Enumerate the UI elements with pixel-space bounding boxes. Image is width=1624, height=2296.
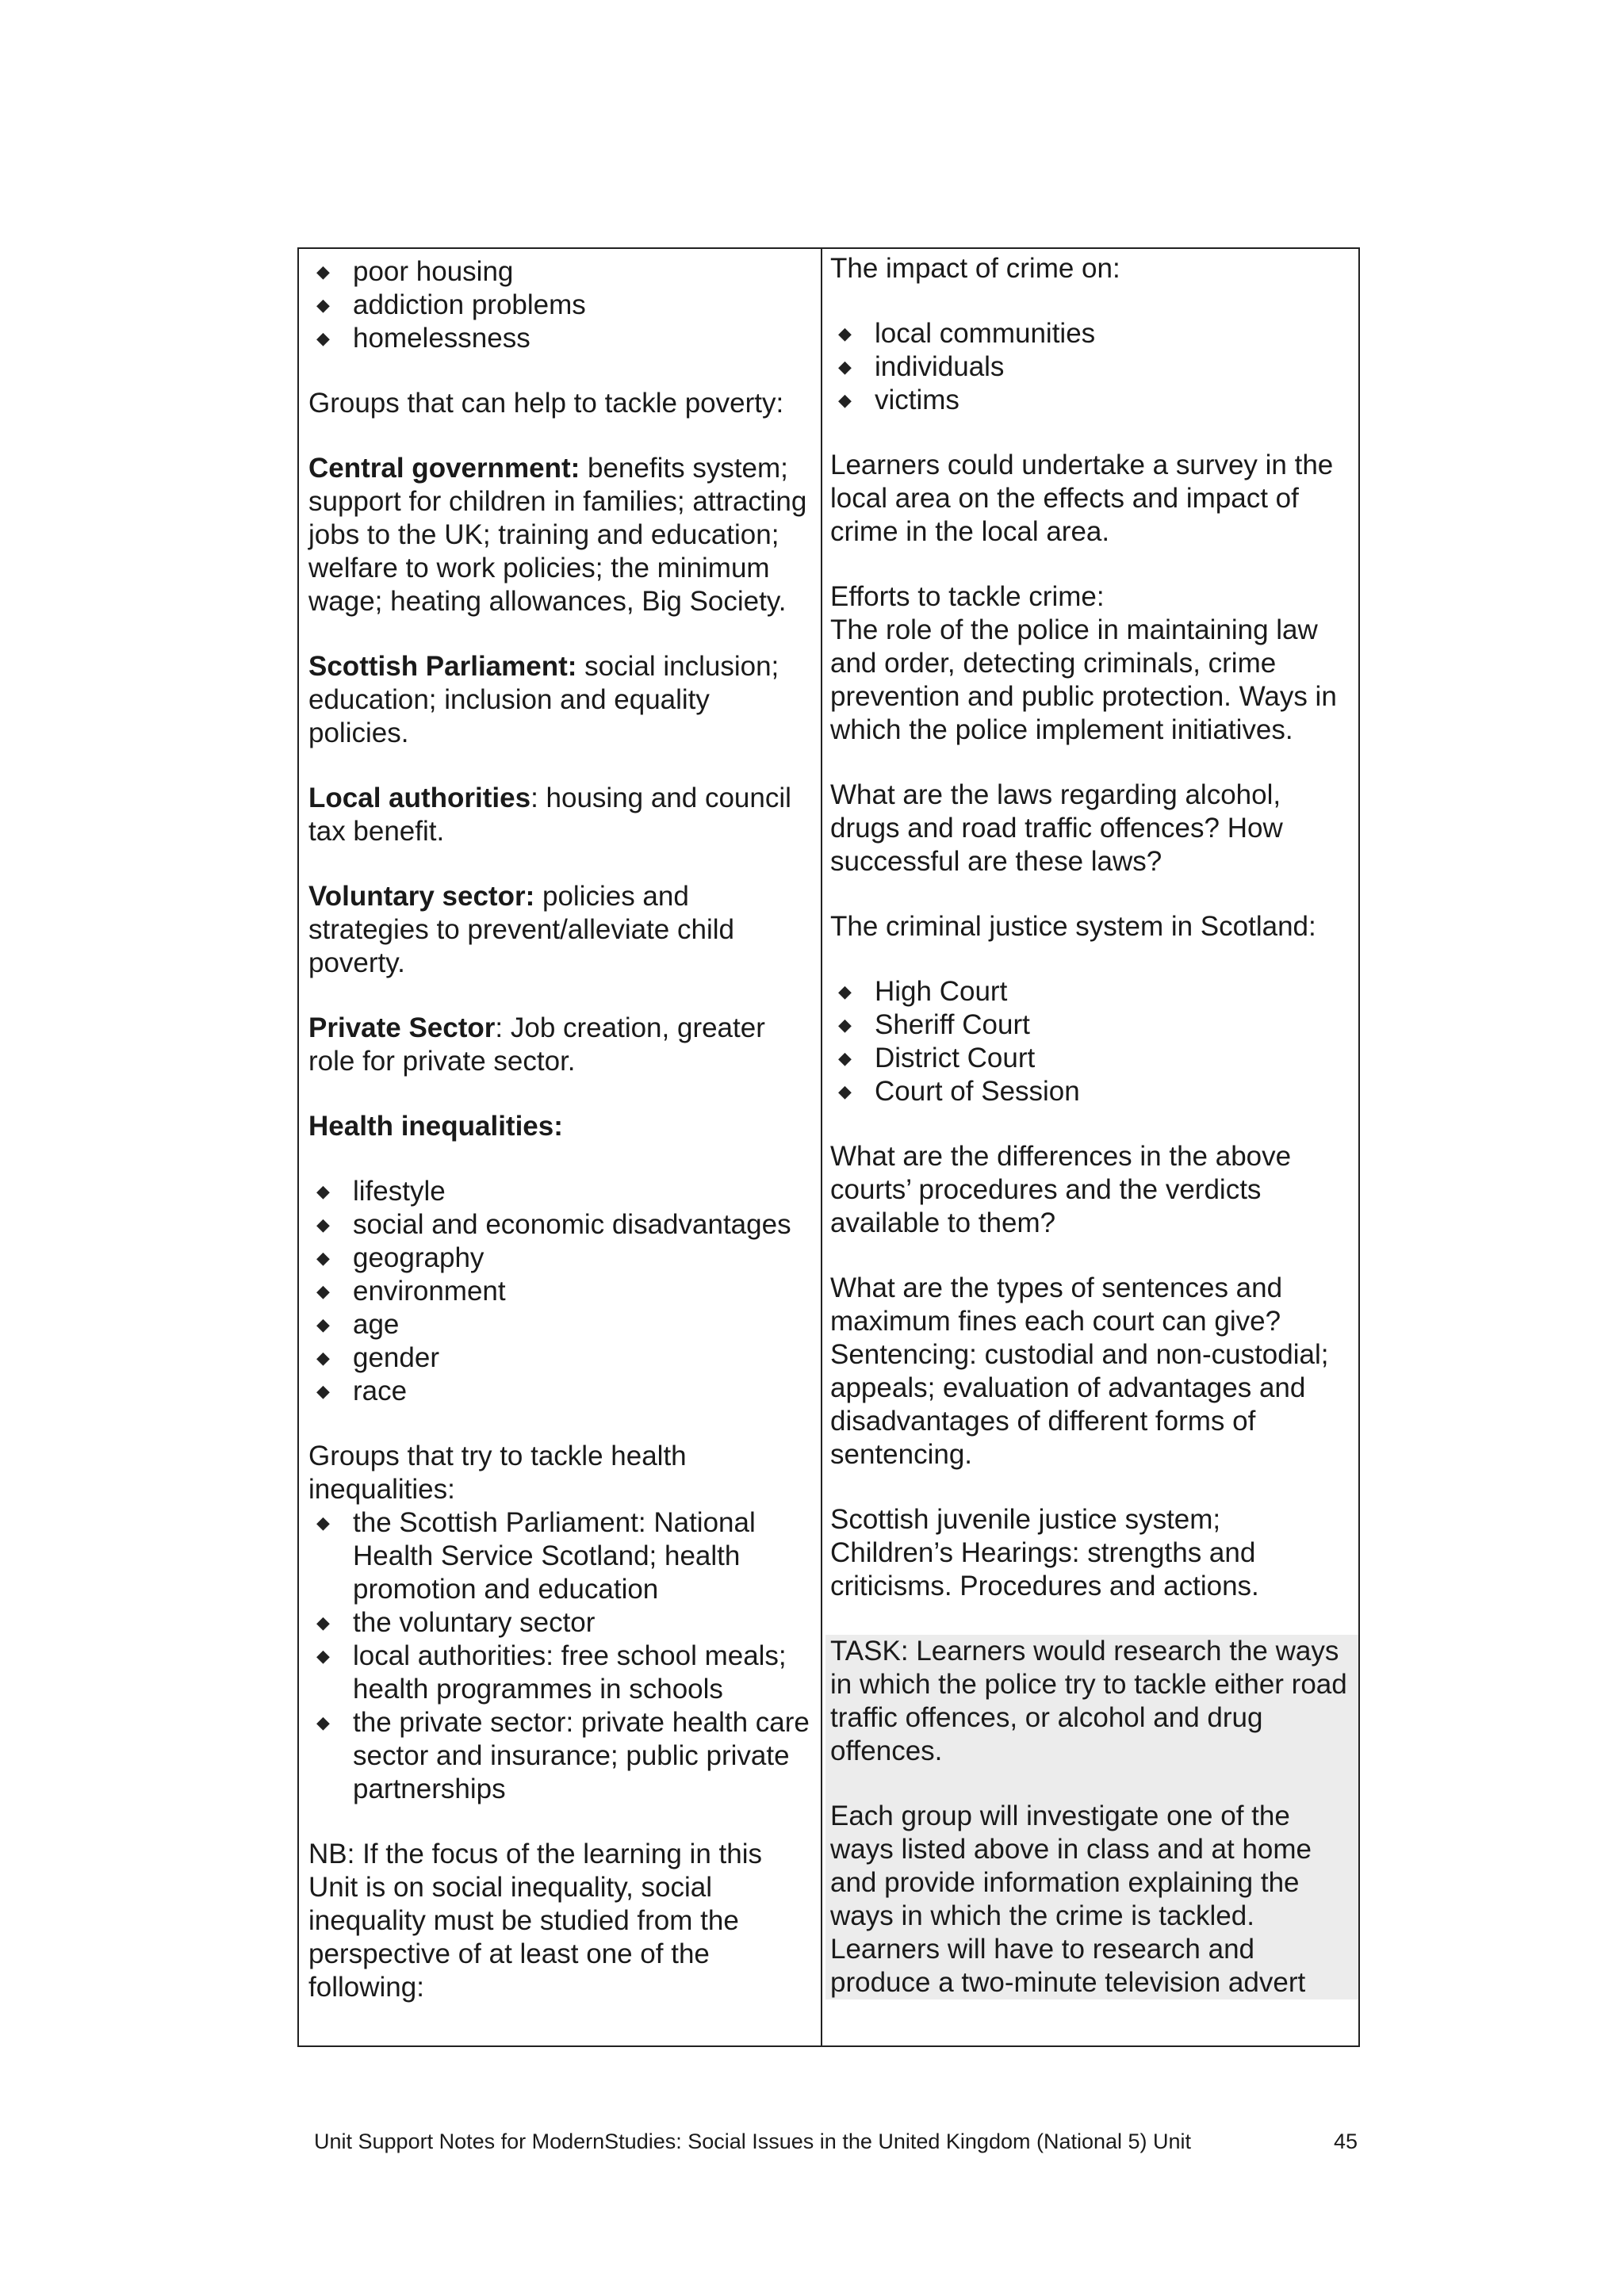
group-paragraph: Each group will investigate one of the ways listed above in class and at home and provide information explaining the ways in which the crime is tackled. Learners will have to research and produce a two-minute television advert xyxy=(830,1800,1312,1998)
list-item: ◆ local communities xyxy=(830,317,1349,350)
central-government-heading: Central government: xyxy=(308,453,580,484)
laws-paragraph: What are the laws regarding alcohol, drugs and road traffic offences? How successful are these laws? xyxy=(830,779,1283,877)
impact-intro: The impact of crime on: xyxy=(830,253,1120,284)
nb-paragraph: NB: If the focus of the learning in this Unit is on social inequality, social inequality must be studied from the perspective of at least one of the following: xyxy=(308,1839,762,2003)
groups-health-intro: Groups that try to tackle health inequalities: xyxy=(308,1441,687,1505)
list-item: ◆ victims xyxy=(830,384,1349,417)
efforts-paragraph: The role of the police in maintaining law and order, detecting criminals, crime prevention and public protection. Ways in which the police implement initiatives. xyxy=(830,614,1337,745)
sentences-paragraph: What are the types of sentences and maximum fines each court can give? Sentencing: custodial and non-custodial; appeals; evaluation of advantages and disadvantages of different forms of sentencing. xyxy=(830,1272,1329,1470)
list-item: ◆ lifestyle xyxy=(308,1175,810,1208)
footer-text: Unit Support Notes for ModernStudies: Social Issues in the United Kingdom (National 5) Unit xyxy=(314,2130,1192,2153)
criminal-justice-intro: The criminal justice system in Scotland: xyxy=(830,911,1316,942)
top-bullet-list xyxy=(308,255,810,355)
scottish-parliament-paragraph xyxy=(308,650,810,750)
left-column xyxy=(299,249,822,2045)
health-bullet-list xyxy=(308,1175,810,1408)
impact-bullet-list xyxy=(830,317,1349,417)
groups-poverty-intro: Groups that can help to tackle poverty: xyxy=(308,388,784,419)
voluntary-sector-paragraph xyxy=(308,880,810,980)
groups-health-list xyxy=(308,1506,810,1806)
list-item: ◆ local authorities: free school meals; health programmes in schools xyxy=(308,1640,810,1706)
voluntary-sector-text: policies and strategies to prevent/alleviate child poverty. xyxy=(308,881,734,978)
task-paragraph: TASK: Learners would research the ways in which the police try to tackle either road traffic offences, or alcohol and drug offences. xyxy=(830,1636,1347,1766)
scottish-parliament-text: social inclusion; education; inclusion and equality policies. xyxy=(308,651,779,748)
local-authorities-heading: Local authorities xyxy=(308,783,531,813)
list-item: ◆ age xyxy=(308,1308,810,1341)
list-item: ◆ poor housing xyxy=(308,255,810,289)
private-sector-paragraph xyxy=(308,1012,810,1078)
list-item: ◆ individuals xyxy=(830,350,1349,384)
list-item: ◆ the Scottish Parliament: National Health Service Scotland; health promotion and education xyxy=(308,1506,810,1606)
differences-paragraph: What are the differences in the above courts’ procedures and the verdicts available to them? xyxy=(830,1141,1292,1238)
voluntary-sector-heading: Voluntary sector: xyxy=(308,881,535,912)
list-item: ◆ High Court xyxy=(830,975,1349,1008)
efforts-heading: Efforts to tackle crime: xyxy=(830,581,1105,612)
list-item: ◆ geography xyxy=(308,1242,810,1275)
list-item: ◆ the voluntary sector xyxy=(308,1606,810,1640)
list-item: ◆ Sheriff Court xyxy=(830,1008,1349,1042)
courts-list xyxy=(830,975,1349,1108)
list-item: ◆ race xyxy=(308,1375,810,1408)
local-authorities-text: : housing and council tax benefit. xyxy=(308,783,791,847)
list-item: ◆ environment xyxy=(308,1275,810,1308)
juvenile-paragraph: Scottish juvenile justice system; Children’s Hearings: strengths and criticisms. Procedures and actions. xyxy=(830,1504,1259,1601)
list-item: ◆ homelessness xyxy=(308,322,810,355)
list-item: ◆ District Court xyxy=(830,1042,1349,1075)
list-item: ◆ gender xyxy=(308,1341,810,1375)
local-authorities-paragraph xyxy=(308,782,810,848)
list-item: ◆ the private sector: private health care sector and insurance; public private partnerships xyxy=(308,1706,810,1806)
private-sector-text: : Job creation, greater role for private sector. xyxy=(308,1012,765,1077)
list-item: ◆ social and economic disadvantages xyxy=(308,1208,810,1242)
content-table xyxy=(297,247,1360,2047)
private-sector-heading: Private Sector xyxy=(308,1012,496,1043)
task-box xyxy=(825,1635,1358,1999)
scottish-parliament-heading: Scottish Parliament: xyxy=(308,651,577,682)
page-footer xyxy=(314,2130,1358,2154)
right-column xyxy=(822,249,1358,2045)
page-number: 45 xyxy=(1333,2130,1358,2153)
list-item: ◆ addiction problems xyxy=(308,289,810,322)
central-government-text: benefits system; support for children in families; attracting jobs to the UK; training and education; welfare to work policies; the minimum wage; heating allowances, Big Society. xyxy=(308,453,807,617)
survey-paragraph: Learners could undertake a survey in the local area on the effects and impact of crime in the local area. xyxy=(830,450,1334,547)
central-government-paragraph xyxy=(308,452,810,618)
list-item: ◆ Court of Session xyxy=(830,1075,1349,1108)
health-inequalities-heading: Health inequalities: xyxy=(308,1111,563,1142)
